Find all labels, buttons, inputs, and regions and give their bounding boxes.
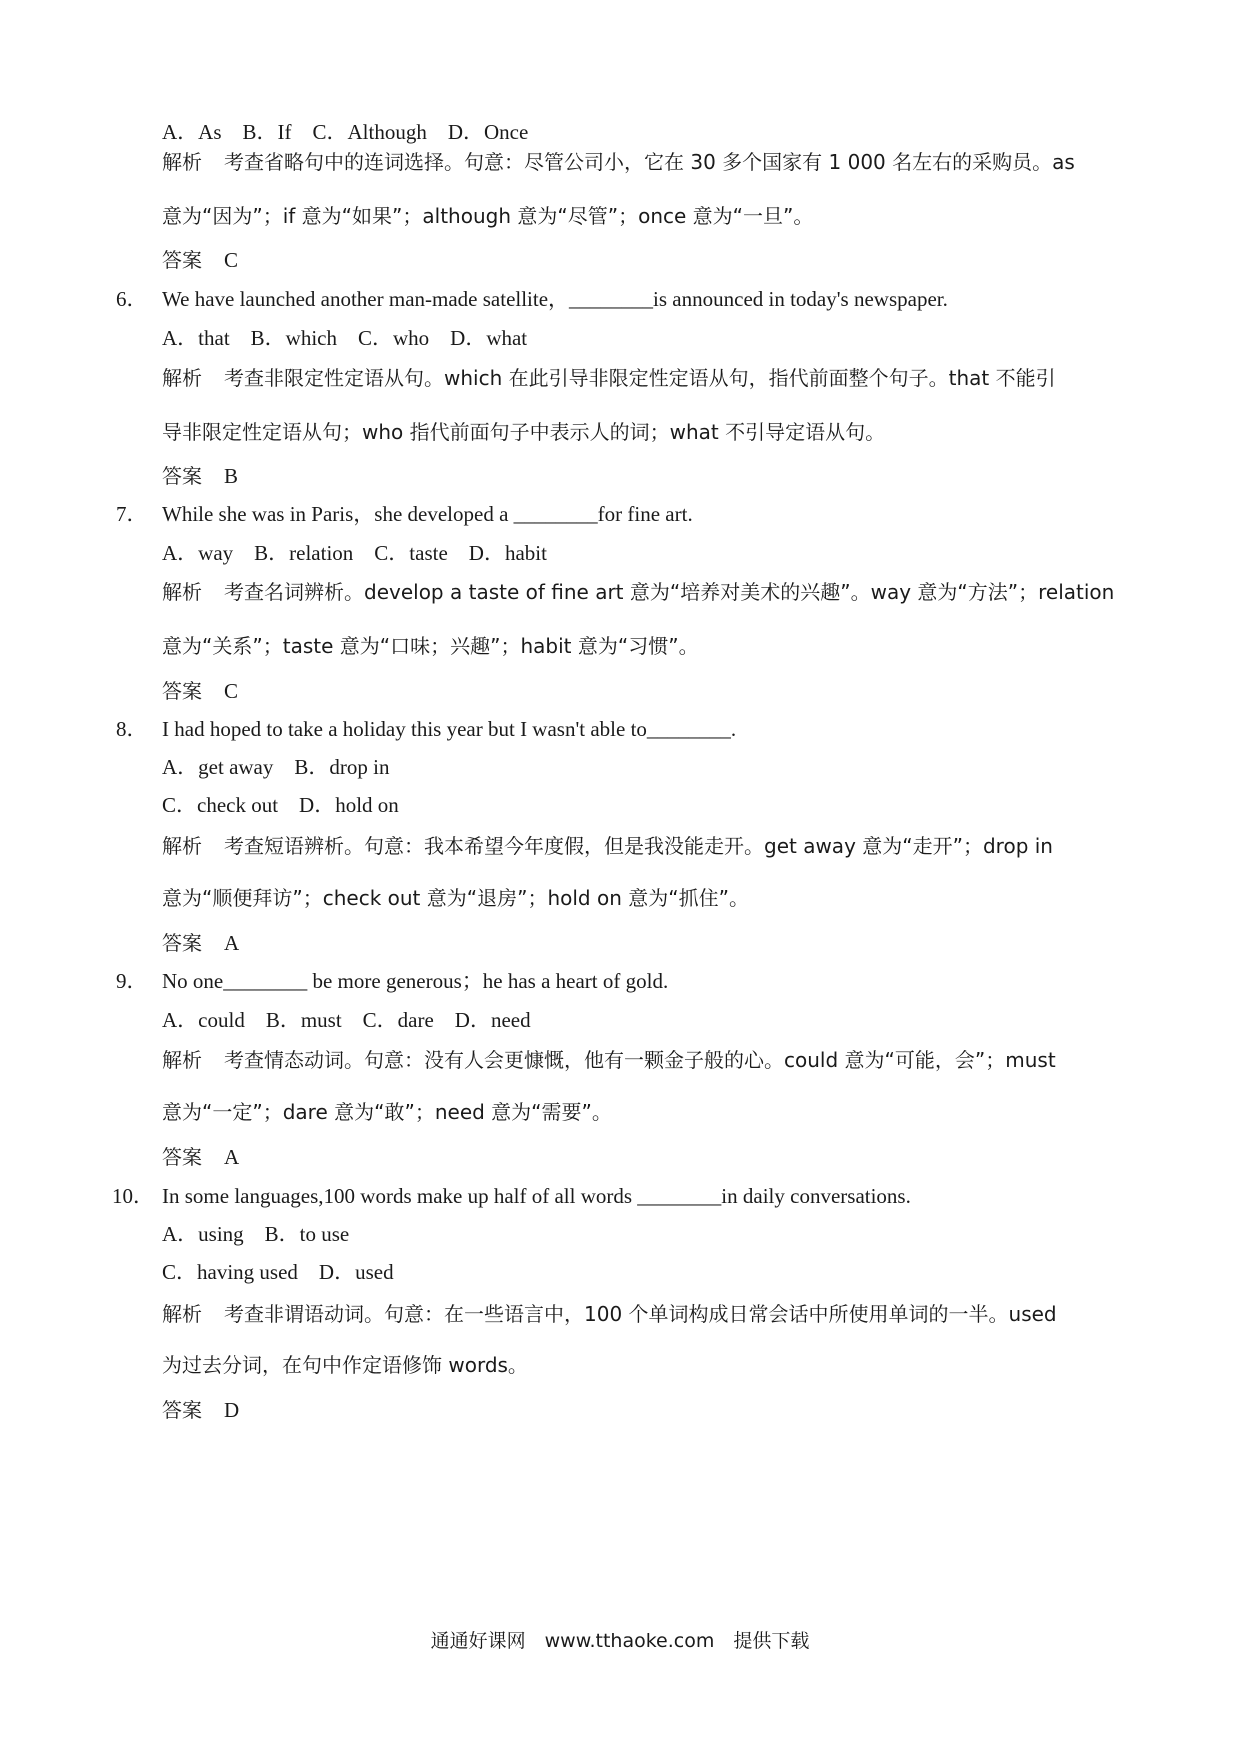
q8-number: 8．	[116, 717, 148, 741]
q6-analysis-text-1: 考查非限定性定语从句。which 在此引导非限定性定语从句，指代前面整个句子。that 不能引	[224, 366, 1056, 390]
q10-analysis-line-1	[162, 1300, 1057, 1328]
analysis-label: 解析	[162, 1302, 202, 1326]
q6-stem: We have launched another man-made satellite，________is announced in today's newspaper.	[162, 287, 948, 311]
q8-analysis-line-1	[162, 832, 1053, 860]
analysis-label: 解析	[162, 580, 202, 604]
analysis-label: 解析	[162, 150, 202, 174]
q8-answer: A	[224, 931, 240, 955]
q9-analysis-text-1: 考查情态动词。句意：没有人会更慷慨，他有一颗金子般的心。could 意为“可能，会”；must	[224, 1048, 1056, 1072]
page-footer: 通通好课网 www.tthaoke.com 提供下载	[430, 1630, 810, 1652]
q10-answer: D	[224, 1398, 240, 1422]
q8-analysis-line-2: 意为“顺便拜访”；check out 意为“退房”；hold on 意为“抓住”。	[162, 886, 749, 910]
q10-stem: In some languages,100 words make up half of all words ________in daily conversations.	[162, 1184, 911, 1208]
answer-label: 答案	[162, 1398, 202, 1422]
answer-label: 答案	[162, 679, 202, 703]
q9-options: A．could B．must C．dare D．need	[162, 1008, 531, 1032]
q6-number: 6．	[116, 287, 148, 311]
q7-analysis-text-1: 考查名词辨析。develop a taste of fine art 意为“培养对美术的兴趣”。way 意为“方法”；relation	[224, 580, 1115, 604]
q9-analysis-line-1	[162, 1046, 1056, 1074]
q7-answer: C	[224, 679, 239, 703]
q10-options-row-1: A．using B．to use	[162, 1222, 350, 1246]
q8-answer-line	[162, 929, 239, 957]
q6-options: A．that B．which C．who D．what	[162, 326, 528, 350]
q5-analysis-line-2: 意为“因为”；if 意为“如果”；although 意为“尽管”；once 意为“一旦”。	[162, 204, 814, 228]
q6-answer-line	[162, 462, 238, 490]
q8-stem: I had hoped to take a holiday this year but I wasn't able to________.	[162, 717, 737, 741]
q5-options: A．As B．If C．Although D．Once	[162, 120, 529, 144]
q5-answer-line	[162, 246, 238, 274]
q9-answer: A	[224, 1145, 240, 1169]
q7-stem: While she was in Paris，she developed a ________for fine art.	[162, 502, 693, 526]
q9-stem: No one________ be more generous；he has a heart of gold.	[162, 969, 669, 993]
q9-answer-line	[162, 1143, 239, 1171]
q8-options-row-2: C．check out D．hold on	[162, 793, 399, 817]
q10-number: 10．	[112, 1184, 154, 1208]
answer-label: 答案	[162, 248, 202, 272]
q10-answer-line	[162, 1396, 239, 1424]
q7-number: 7．	[116, 502, 148, 526]
analysis-label: 解析	[162, 366, 202, 390]
analysis-label: 解析	[162, 1048, 202, 1072]
q10-analysis-text-1: 考查非谓语动词。句意：在一些语言中，100 个单词构成日常会话中所使用单词的一半。used	[224, 1302, 1057, 1326]
q7-options: A．way B．relation C．taste D．habit	[162, 541, 547, 565]
answer-label: 答案	[162, 464, 202, 488]
answer-label: 答案	[162, 1145, 202, 1169]
answer-label: 答案	[162, 931, 202, 955]
q5-answer: C	[224, 248, 239, 272]
q7-answer-line	[162, 677, 238, 705]
q5-analysis-text-1: 考查省略句中的连词选择。句意：尽管公司小，它在 30 多个国家有 1 000 名左右的采购员。as	[224, 150, 1075, 174]
q6-analysis-line-2: 导非限定性定语从句；who 指代前面句子中表示人的词；what 不引导定语从句。	[162, 420, 886, 444]
q5-analysis-line-1	[162, 148, 1075, 176]
q6-analysis-line-1	[162, 364, 1056, 392]
q10-analysis-line-2: 为过去分词，在句中作定语修饰 words。	[162, 1353, 528, 1377]
q9-number: 9．	[116, 969, 148, 993]
q8-options-row-1: A．get away B．drop in	[162, 755, 390, 779]
q8-analysis-text-1: 考查短语辨析。句意：我本希望今年度假，但是我没能走开。get away 意为“走开”；drop in	[224, 834, 1053, 858]
q10-options-row-2: C．having used D．used	[162, 1260, 394, 1284]
q6-answer: B	[224, 464, 239, 488]
q9-analysis-line-2: 意为“一定”；dare 意为“敢”；need 意为“需要”。	[162, 1100, 612, 1124]
q7-analysis-line-2: 意为“关系”；taste 意为“口味；兴趣”；habit 意为“习惯”。	[162, 634, 699, 658]
analysis-label: 解析	[162, 834, 202, 858]
q7-analysis-line-1	[162, 578, 1114, 606]
